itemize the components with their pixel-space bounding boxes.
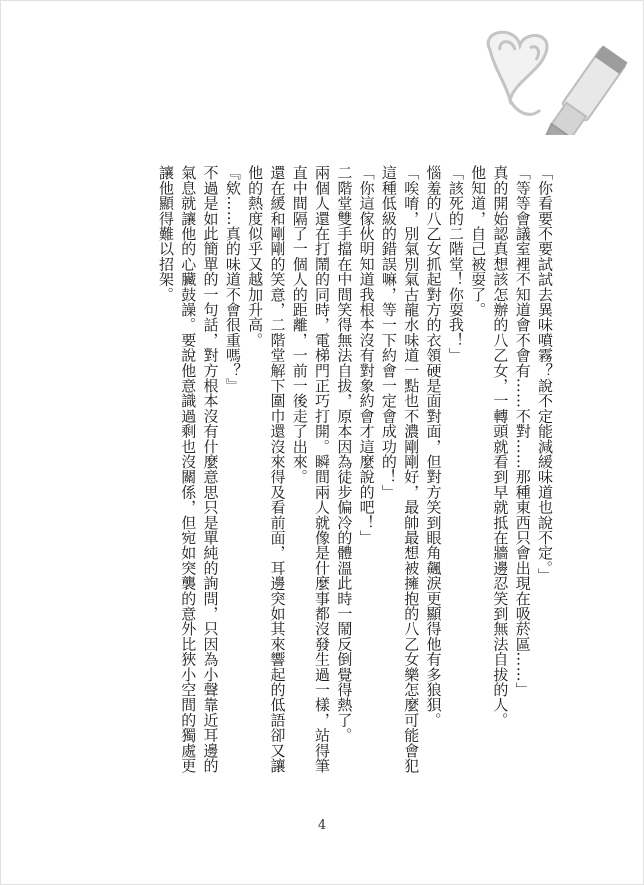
- paragraph: 二階堂雙手擋在中間笑得無法自拔，原本因為徒步偏冷的體溫此時一鬧反倒覺得熱了。: [335, 165, 354, 743]
- paragraph: 「唉唷，別氣別氣古龍水味道一點也不濃剛剛好，最帥最想被擁抱的八乙女樂怎麼可能會犯這種低級的錯誤嘛，等一下約會一定會成功的！」: [379, 165, 421, 773]
- paragraph: 「等等會議室裡不知道會不會有……不對……那種東西只會出現在吸菸區……」: [513, 165, 532, 697]
- paragraph: 還在緩和剛剛的笑意，二階堂解下圍巾還沒來得及看前面，耳邊突如其來響起的低語卻又讓他的熱度似乎又越加升高。: [246, 165, 287, 773]
- paragraph: 「你這傢伙明知道我根本沒有對象約會才這麼說的吧！」: [357, 165, 376, 545]
- paragraph: 兩個人還在打鬧的同時，電梯門正巧打開。瞬間兩人就像是什麼事都沒發生過一樣，站得筆直中間隔了一個人的距離，一前一後走了出來。: [290, 165, 332, 773]
- paragraph: 「你看要不要試試去異味噴霧？說不定能減緩味道也說不定。」: [536, 165, 554, 584]
- paragraph: 他知道，自己被耍了。: [469, 165, 488, 317]
- paragraph: 『欸……真的味道不會很重嗎？』: [223, 165, 242, 393]
- paragraph: 真的開始認真想該怎辦的八乙女，一轉頭就看到早就抵在牆邊忍笑到無法自拔的人。: [491, 165, 510, 728]
- page-number: 4: [317, 818, 327, 833]
- lipstick-with-ribbon-icon: [470, 20, 635, 135]
- paragraph: 惱羞的八乙女抓起對方的衣領硬是面對面，但對方笑到眼角飆淚更顯得他有多狼狽。: [424, 165, 443, 728]
- paragraph: 「該死的二階堂！你耍我！」: [446, 165, 465, 363]
- paragraph: 不過是如此簡單的一句話，對方根本沒有什麼意思只是單純的詢問，只因為小聲靠近耳邊的氣息就讓他的心臟鼓譟。要說他意識過剩也沒關係，但宛如突襲的意外比狹小空間的獨處更讓他顯得難以招架。: [156, 165, 220, 773]
- vertical-text-body: [88, 165, 556, 785]
